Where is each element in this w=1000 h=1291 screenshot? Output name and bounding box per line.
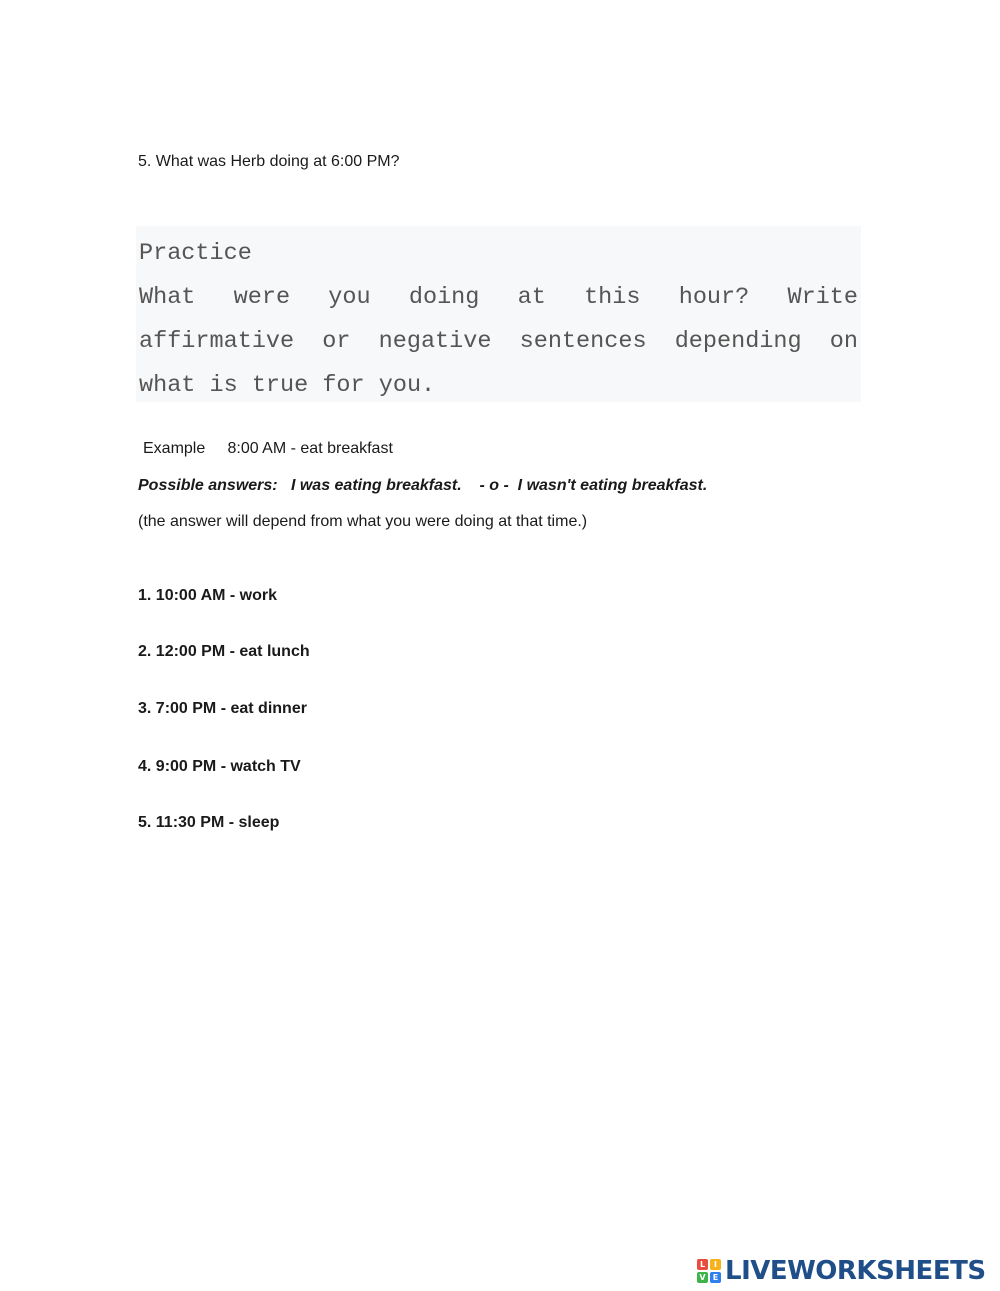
exercise-item-1: 1. 10:00 AM - work	[138, 587, 278, 604]
answer-note: (the answer will depend from what you were doing at that time.)	[138, 513, 588, 530]
practice-line: affirmative or negative sentences depending on	[139, 328, 858, 355]
logo-mark-tile: L	[697, 1259, 708, 1270]
exercise-item-2: 2. 12:00 PM - eat lunch	[138, 643, 310, 660]
exercise-item-5: 5. 11:30 PM - sleep	[138, 814, 280, 831]
logo-mark-icon	[697, 1259, 721, 1283]
example-line: Example 8:00 AM - eat breakfast	[143, 440, 393, 457]
logo-text: LIVEWORKSHEETS	[725, 1256, 986, 1286]
practice-line: What were you doing at this hour? Write	[139, 284, 858, 311]
liveworksheets-logo	[697, 1254, 986, 1288]
practice-instructions	[139, 276, 858, 408]
logo-mark-tile: E	[710, 1272, 721, 1283]
practice-box	[136, 226, 861, 402]
question-5: 5. What was Herb doing at 6:00 PM?	[138, 153, 400, 170]
exercise-item-4: 4. 9:00 PM - watch TV	[138, 758, 301, 775]
practice-title: Practice	[139, 240, 252, 267]
logo-mark-tile: I	[710, 1259, 721, 1270]
practice-line: what is true for you.	[139, 372, 436, 399]
possible-answers: Possible answers: I was eating breakfast. - o - I wasn't eating breakfast.	[138, 477, 708, 494]
exercise-item-3: 3. 7:00 PM - eat dinner	[138, 700, 307, 717]
logo-mark-tile: V	[697, 1272, 708, 1283]
